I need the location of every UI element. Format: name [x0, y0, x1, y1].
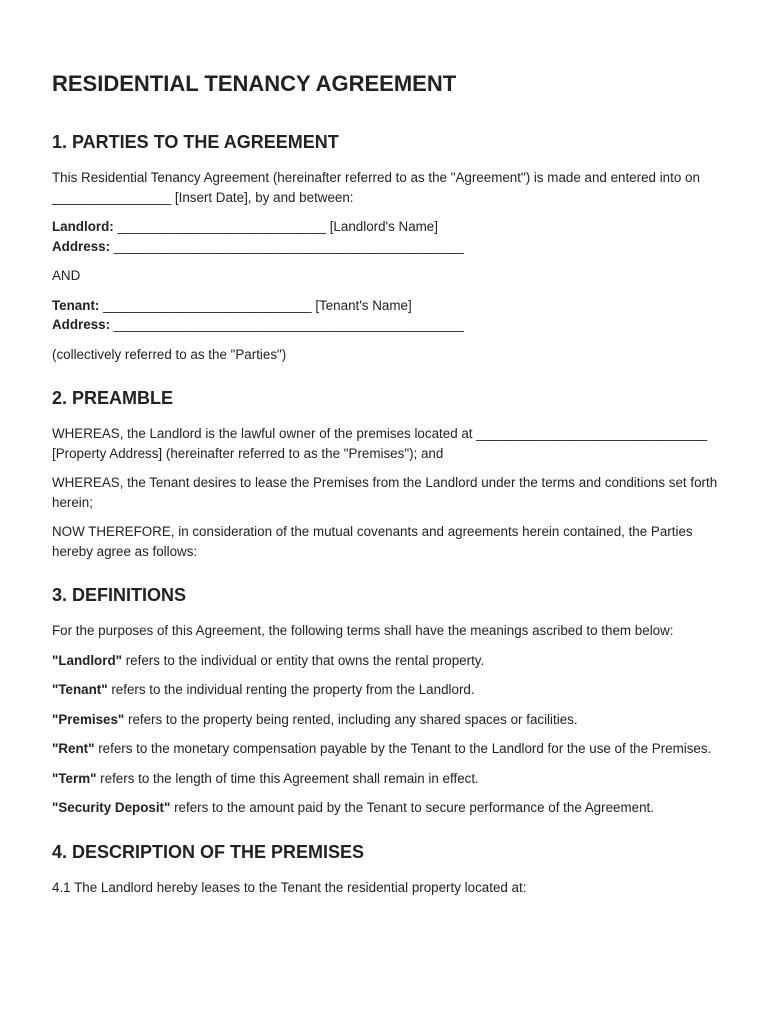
landlord-value: ____________________________ [Landlord's Name] — [113, 219, 438, 234]
tenant-value: ____________________________ [Tenant's Name] — [99, 297, 412, 313]
document-page — [52, 70, 724, 907]
definition-text: refers to the individual or entity that owns the rental property. — [121, 652, 485, 668]
and-separator: AND — [52, 268, 81, 283]
section-heading-parties: 1. PARTIES TO THE AGREEMENT — [52, 132, 339, 152]
landlord-address-value: _______________________________________________ — [110, 238, 464, 254]
definition-term: "Premises" — [52, 711, 125, 727]
definition-tenant — [52, 680, 724, 700]
premises-clause-4-1: 4.1 The Landlord hereby leases to the Tenant the residential property located at: — [52, 879, 527, 895]
parties-collective: (collectively referred to as the "Parties") — [52, 346, 287, 362]
preamble-paragraph-2: WHEREAS, the Tenant desires to lease the Premises from the Landlord under the terms and conditions set forth herein; — [52, 475, 718, 510]
definition-term-length — [52, 769, 724, 789]
tenant-address-value: _______________________________________________ — [110, 317, 464, 332]
definition-term: "Tenant" — [52, 682, 108, 697]
tenant-address-label: Address: — [52, 317, 111, 332]
tenant-label: Tenant: — [52, 297, 100, 313]
definition-premises — [52, 710, 724, 730]
tenant-address-line — [52, 315, 724, 335]
definitions-intro: For the purposes of this Agreement, the following terms shall have the meanings ascribed to them below: — [52, 623, 674, 638]
landlord-line — [52, 217, 724, 237]
document-title: RESIDENTIAL TENANCY AGREEMENT — [52, 71, 457, 96]
definition-text: refers to the length of time this Agreement shall remain in effect. — [96, 770, 479, 786]
definition-rent — [52, 739, 724, 759]
preamble-paragraph-1: WHEREAS, the Landlord is the lawful owner of the premises located at _______________________________ [Property Address] (hereinafter referred to as the "Premises"); and — [52, 426, 708, 461]
definition-security-deposit — [52, 798, 724, 818]
definition-text: refers to the property being rented, including any shared spaces or facilities. — [124, 711, 578, 727]
section-definitions — [52, 583, 724, 818]
definition-term: "Security Deposit" — [52, 800, 171, 815]
definition-term: "Term" — [52, 770, 97, 786]
definition-term: "Landlord" — [52, 652, 122, 668]
tenant-line — [52, 296, 724, 316]
section-parties — [52, 130, 724, 364]
section-heading-premises: 4. DESCRIPTION OF THE PREMISES — [52, 841, 365, 862]
section-premises-description — [52, 840, 724, 898]
section-heading-preamble: 2. PREAMBLE — [52, 388, 174, 408]
landlord-address-label: Address: — [52, 238, 111, 254]
section-heading-definitions: 3. DEFINITIONS — [52, 585, 187, 605]
definition-text: refers to the amount paid by the Tenant to secure performance of the Agreement. — [170, 800, 654, 815]
definition-text: refers to the monetary compensation payable by the Tenant to the Landlord for the use of the Premises. — [94, 741, 712, 756]
definition-text: refers to the individual renting the property from the Landlord. — [107, 682, 475, 697]
definition-term: "Rent" — [52, 741, 95, 756]
definition-landlord — [52, 651, 724, 671]
landlord-address-line — [52, 237, 724, 257]
parties-intro: This Residential Tenancy Agreement (hereinafter referred to as the "Agreement") is made and entered into on ________________ [Insert Date], by and between: — [52, 170, 700, 205]
landlord-label: Landlord: — [52, 219, 114, 234]
section-preamble — [52, 386, 724, 561]
preamble-paragraph-3: NOW THEREFORE, in consideration of the mutual covenants and agreements herein contained, the Parties hereby agree as follows: — [52, 524, 693, 559]
